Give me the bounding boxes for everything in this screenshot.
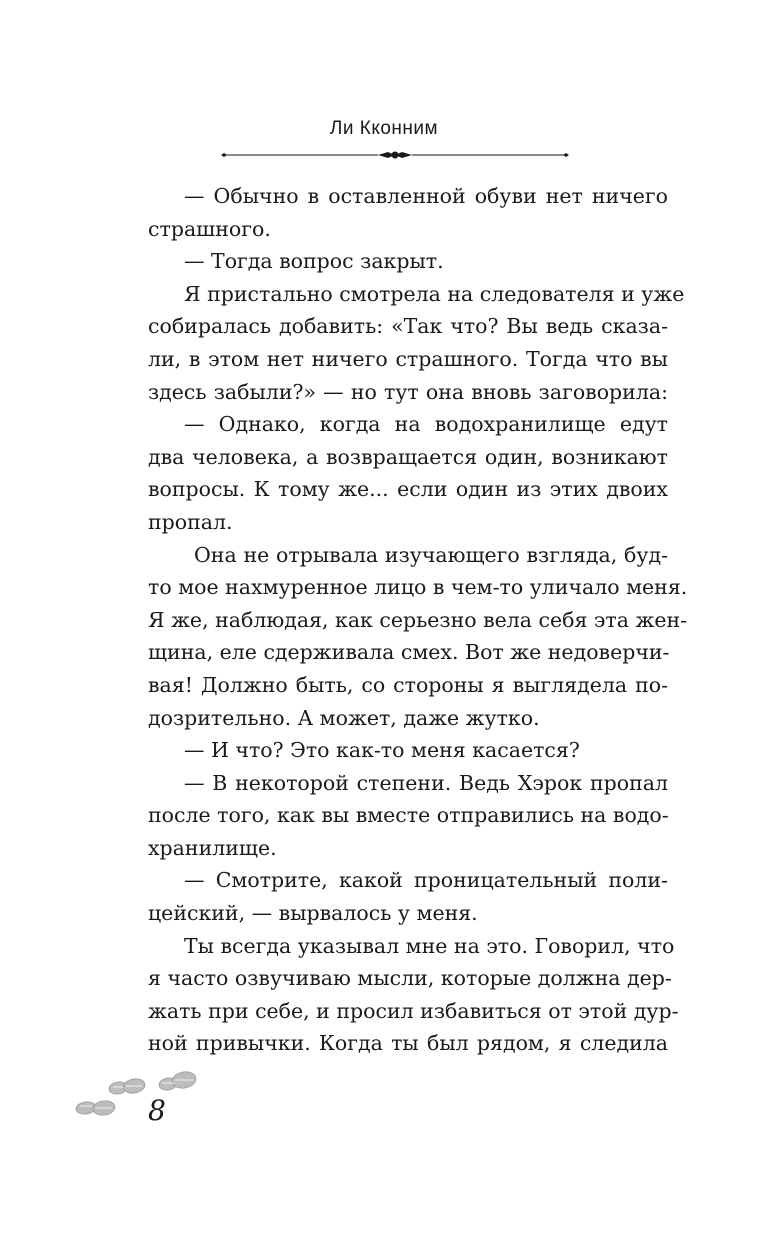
text-line: здесь забыли?» — но тут она вновь заговорила: xyxy=(148,379,668,404)
ornament-divider-icon xyxy=(218,148,572,162)
text-line: — Тогда вопрос закрыт. xyxy=(184,249,444,274)
text-line: после того, как вы вместе отправились на водо- xyxy=(148,803,669,828)
text-line: вопросы. К тому же... если один из этих двоих xyxy=(148,477,668,502)
text-line: дозрительно. А может, даже жутко. xyxy=(148,705,540,730)
text-line: щина, еле сдерживала смех. Вот же недоверчи- xyxy=(148,640,670,665)
text-line: страшного. xyxy=(148,216,271,241)
text-line: жать при себе, и просил избавиться от этой дур- xyxy=(148,998,679,1023)
text-line: — В некоторой степени. Ведь Хэрок пропал xyxy=(184,770,668,795)
text-line: Я же, наблюдая, как серьезно вела себя эта жен- xyxy=(148,607,688,632)
text-line: цейский, — вырвалось у меня. xyxy=(148,901,478,926)
text-line: ной привычки. Когда ты был рядом, я следила xyxy=(148,1031,668,1056)
page-number: 8 xyxy=(148,1094,166,1127)
running-header xyxy=(0,118,768,140)
text-line: Я пристально смотрела на следователя и уже xyxy=(184,281,685,306)
text-line: Она не отрывала изучающего взгляда, буд- xyxy=(194,542,668,567)
text-line: ли, в этом нет ничего страшного. Тогда что вы xyxy=(148,346,668,371)
text-line: пропал. xyxy=(148,509,233,534)
text-line: то мое нахмуренное лицо в чем-то уличало меня. xyxy=(148,575,688,600)
text-line: — Однако, когда на водохранилище едут xyxy=(184,412,668,437)
text-line: я часто озвучиваю мысли, которые должна дер- xyxy=(148,966,672,991)
footprints-icon xyxy=(70,1068,210,1128)
text-line: вая! Должно быть, со стороны я выглядела по- xyxy=(148,672,668,697)
text-line: — Смотрите, какой проницательный поли- xyxy=(184,868,668,893)
text-line: собиралась добавить: «Так что? Вы ведь сказа- xyxy=(148,314,668,339)
text-line: два человека, а возвращается один, возникают xyxy=(148,444,668,469)
author-name: Ли Кконним xyxy=(329,118,439,139)
page-text xyxy=(148,180,688,1060)
text-line: Ты всегда указывал мне на это. Говорил, что xyxy=(184,933,675,958)
text-line: — И что? Это как-то меня касается? xyxy=(184,738,580,763)
text-line: — Обычно в оставленной обуви нет ничего xyxy=(184,184,668,208)
text-line: хранилище. xyxy=(148,835,277,860)
